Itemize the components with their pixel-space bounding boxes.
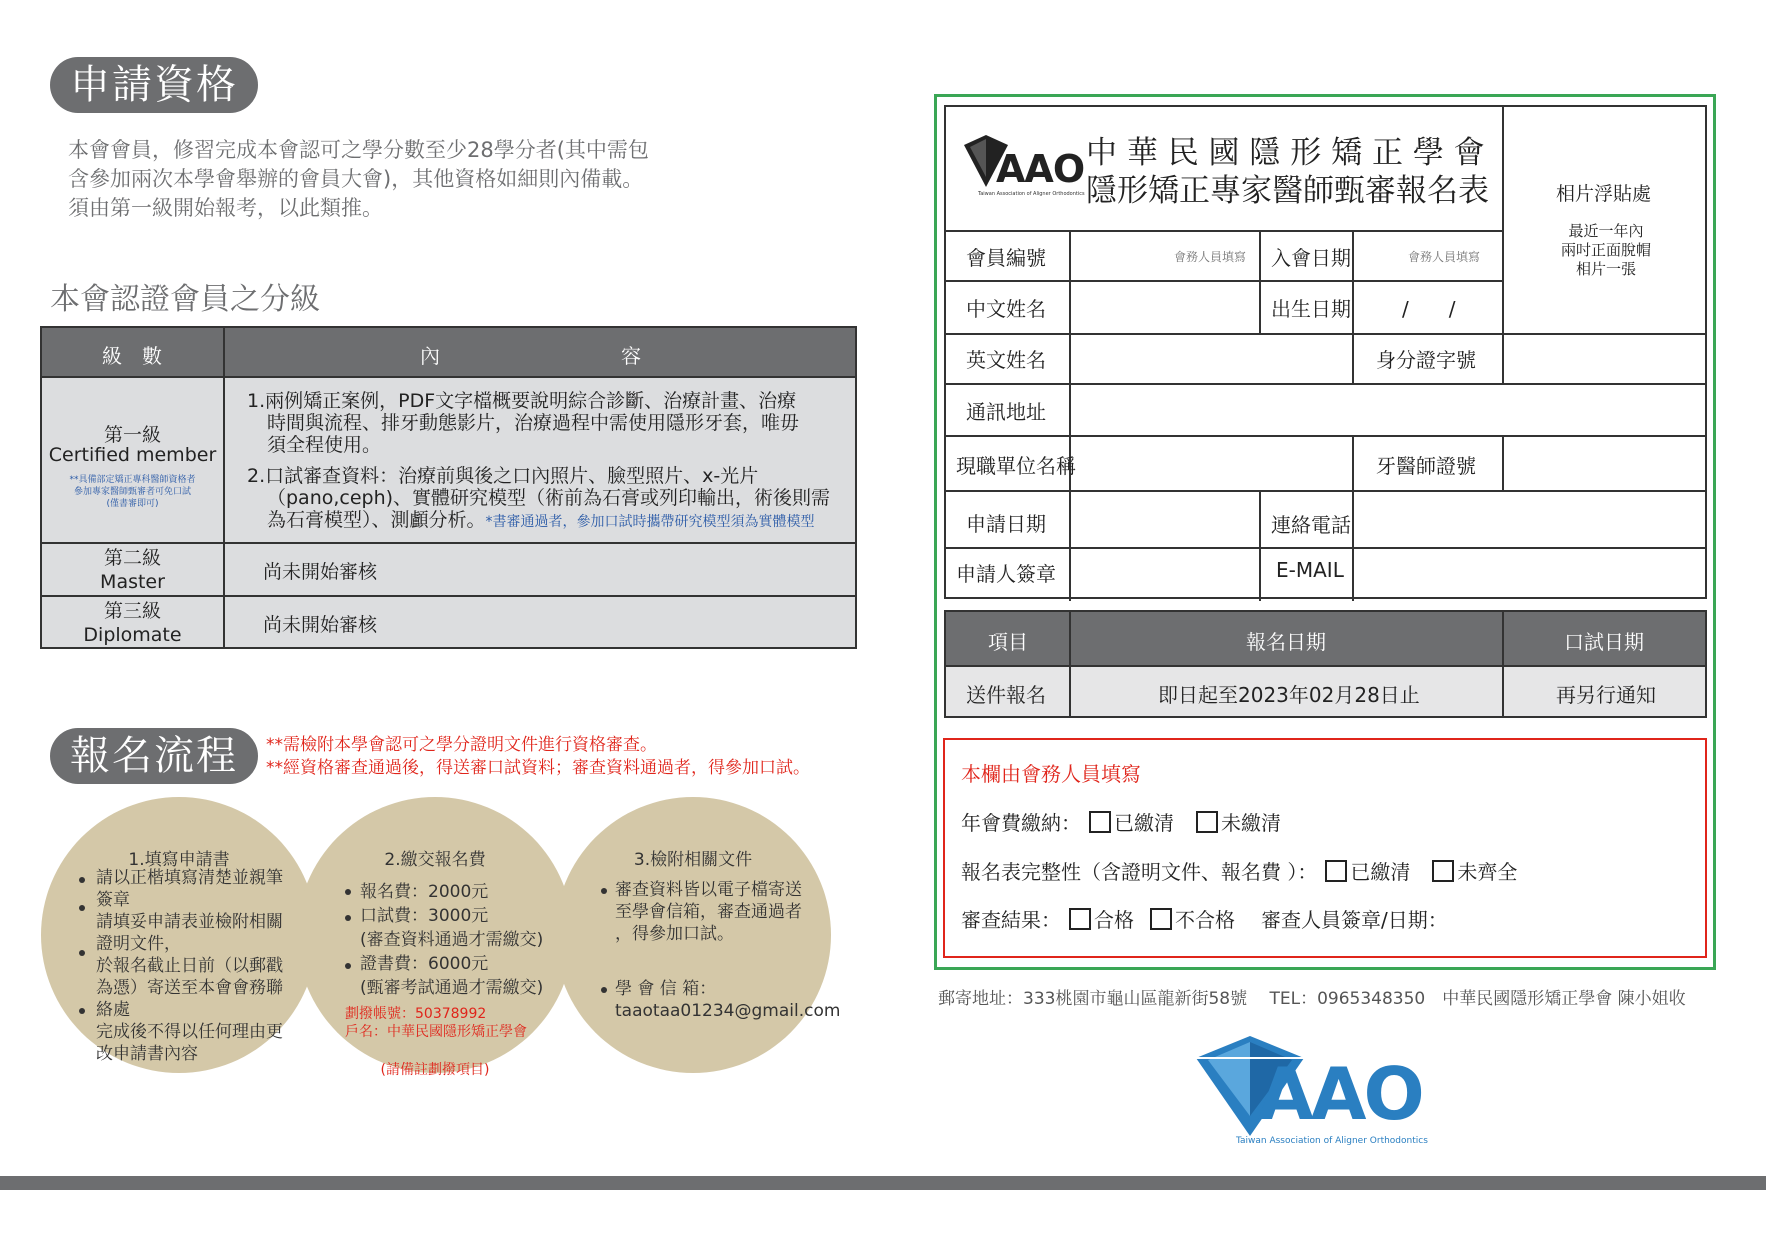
label-english-name: 英文姓名 [966,348,1046,372]
pass-label: 合格 [1094,908,1134,932]
table-divider [223,328,225,647]
content-line: 須全程使用。 [267,434,382,456]
account-number: 劃撥帳號：50378992 [345,1006,487,1022]
result-label: 審查結果： [961,908,1061,932]
content-line: 為石膏模型）、測顱分析。 [267,509,486,531]
levels-table [40,326,857,649]
bullet-icon [601,987,607,993]
unpaid-label: 未繳清 [1221,811,1281,835]
process-notes [266,734,810,780]
step-text: 改申請書內容 [96,1044,198,1064]
col-level: 級 數 [102,344,162,368]
checkbox-incomplete[interactable] [1432,860,1454,882]
step-title: 2.繳交報名費 [384,850,486,870]
schedule-header-reg: 報名日期 [1246,630,1326,654]
bullet-icon [601,888,607,894]
large-logo-text: AAO [1258,1052,1422,1136]
incomplete-label: 未齊全 [1457,860,1518,884]
label-signature: 申請人簽章 [956,562,1056,586]
step-2-circle [297,797,573,1078]
col-content-a: 內 [420,344,440,368]
table-row [42,376,855,542]
step-text: 證書費：6000元 [360,954,489,974]
content-line: 2.口試審查資料：治療前與後之口內照片、臉型照片、x-光片 [247,465,759,487]
bullet-icon [79,1008,85,1014]
bullet-icon [345,963,351,969]
english-name-field[interactable] [1071,335,1351,383]
schedule-header-oral: 口試日期 [1564,630,1644,654]
member-no-field[interactable]: 會務人員填寫 [1174,250,1247,264]
email-field[interactable] [1354,549,1707,599]
level-content [225,597,855,647]
form-title-org: 中 華 民 國 隱 形 矯 正 學 會 [1086,135,1485,171]
step-3-circle [555,797,841,1073]
photo-line: 相片一張 [1575,260,1636,278]
step-text: 請填妥申請表並檢附相關 [96,912,283,932]
license-no-field[interactable] [1504,437,1707,490]
account-remark: (請備註劃撥項目) [380,1062,490,1078]
paid-label: 已繳清 [1114,811,1174,835]
fee-row [961,807,1281,836]
registration-form [944,105,1707,599]
grid-line [1502,612,1504,716]
form-title: 隱形矯正專家醫師甄審報名表 [1086,173,1489,209]
step-text: 學 會 信 箱： [615,979,717,999]
step-text: 於報名截止日前（以郵戳 [96,956,283,976]
step-text: 證明文件， [96,934,181,954]
level-content [225,378,855,542]
phone-field[interactable] [1354,492,1707,547]
completeness-label: 報名表完整性（含證明文件、報名費 ）： [961,860,1318,884]
grid-line [1352,230,1354,333]
step-text: (審查資料通過才需繳交) [360,930,544,950]
step-text: ，得參加口試。 [615,924,734,944]
email-address[interactable]: taaotaa01234@gmail.com [615,1001,841,1021]
photo-title: 相片浮貼處 [1556,183,1652,205]
checkbox-unpaid[interactable] [1196,811,1218,833]
process-title: 報名流程 [50,728,258,784]
level-content [225,544,855,595]
content-line: 1.兩例矯正案例，PDF文字檔概要說明綜合診斷、治療計畫、治療 [247,390,797,412]
grid-line [1259,490,1261,601]
label-chinese-name: 中文姓名 [966,297,1046,321]
grid-line [1352,333,1354,383]
step-text: (甄審考試通過才需繳交) [360,978,544,998]
bullet-icon [79,905,85,911]
logo-text: AAO [996,147,1085,191]
step-1-circle [41,797,317,1073]
table-row [42,542,855,595]
grid-line [946,230,1502,232]
level-en: Master [100,571,165,593]
content-line: 尚未開始審核 [263,561,378,583]
schedule-oral-date: 再另行通知 [1556,683,1656,707]
label-member-no: 會員編號 [966,246,1046,270]
label-phone: 連絡電話 [1271,513,1351,537]
photo-line: 最近一年內 [1568,222,1644,240]
label-join-date: 入會日期 [1271,246,1351,270]
level-en: Diplomate [83,624,182,646]
schedule-header-item: 項目 [988,630,1028,654]
schedule-header [946,612,1705,665]
eligibility-title: 申請資格 [50,57,258,113]
fee-label: 年會費繳納： [961,811,1081,835]
office-title: 本欄由會務人員填寫 [961,762,1141,786]
grid-line [1259,230,1261,333]
photo-line: 兩吋正面脫帽 [1560,241,1651,259]
eligibility-line: 本會會員，修習完成本會認可之學分數至少28學分者(其中需包 [68,138,649,162]
checkbox-complete-paid[interactable] [1325,860,1347,882]
level-cell [42,378,223,542]
fail-label: 不合格 [1175,908,1235,932]
level-note: (僅書審即可) [106,499,159,509]
step-text: 請以正楷填寫清楚並親筆 [96,868,283,888]
schedule-table [944,610,1707,718]
step-text: 審查資料皆以電子檔寄送 [615,880,802,900]
label-email: E-MAIL [1276,558,1344,582]
bullet-icon [79,877,85,883]
step-text: 至學會信箱，審查通過者 [615,902,802,922]
completeness-row [961,856,1517,885]
content-line: 尚未開始審核 [263,614,378,636]
label-license-no: 牙醫師證號 [1376,454,1476,478]
label-id-no: 身分證字號 [1376,348,1476,372]
step-text: 口試費：3000元 [360,906,489,926]
level-cell [42,544,223,595]
content-line: 時間與流程、排牙動態影片，治療過程中需使用隱形牙套，唯毋 [267,412,800,434]
reviewer-label: 審查人員簽章/日期： [1261,908,1448,932]
level-note: 參加專家醫師甄審者可免口試 [73,487,191,497]
level-note: **具備部定矯正專科醫師資格者 [69,475,196,485]
bullet-icon [79,950,85,956]
levels-heading: 本會認證會員之分級 [50,282,320,317]
process-note: **需檢附本學會認可之學分證明文件進行資格審查。 [266,735,657,755]
grid-line [1069,612,1071,716]
logo-subtitle: Taiwan Association of Aligner Orthodontics [978,191,1085,197]
account-payee: 戶名：中華民國隱形矯正學會 [345,1024,527,1040]
schedule-reg-date: 即日起至2023年02月28日止 [1158,683,1420,707]
photo-instructions [1506,222,1706,279]
address-field[interactable] [1071,385,1707,435]
apply-date-field[interactable] [1071,492,1258,547]
complete-paid-label: 已繳清 [1350,860,1411,884]
label-employer: 現職單位名稱 [956,454,1076,478]
checkbox-pass[interactable] [1069,908,1091,930]
levels-table-header [42,328,855,376]
eligibility-line: 含參加兩次本學會舉辦的會員大會)，其他資格如細則內備載。 [68,167,644,191]
level-name: 第一級 [103,424,161,446]
id-no-field[interactable] [1504,335,1707,383]
bullet-icon [345,889,351,895]
join-date-field[interactable]: 會務人員填寫 [1408,250,1481,264]
large-logo-subtitle: Taiwan Association of Aligner Orthodontics [1236,1136,1428,1146]
table-row [42,595,855,647]
schedule-item: 送件報名 [966,683,1046,707]
process-note: **經資格審查通過後，得送審口試資料；審查資料通過者，得參加口試。 [266,758,810,778]
step-text: 完成後不得以任何理由更 [96,1022,283,1042]
step-text: 為憑）寄送至本會會務聯 [96,978,283,998]
label-apply-date: 申請日期 [966,512,1046,536]
level-cell [42,597,223,647]
bottom-bar [0,1176,1766,1190]
office-use-section [943,738,1707,958]
step-text: 絡處 [96,1000,130,1020]
birth-date-field[interactable]: / / [1402,297,1456,321]
label-birth-date: 出生日期 [1271,297,1351,321]
signature-field[interactable] [1071,549,1258,599]
level-name: 第三級 [103,600,161,622]
chinese-name-field[interactable] [1071,282,1258,332]
step-text: 報名費：2000元 [360,882,489,902]
grid-line [1502,107,1504,333]
content-note: *書審通過者，參加口試時攜帶研究模型須為實體模型 [485,514,815,530]
bullet-icon [345,915,351,921]
col-content-b: 容 [621,344,641,368]
eligibility-line: 須由第一級開始報考，以此類推。 [68,196,383,220]
grid-line [1352,435,1354,490]
mailing-address: 郵寄地址：333桃園市龜山區龍新街58號 TEL：0965348350 中華民國隱形矯正學會 陳小姐收 [938,989,1686,1009]
eligibility-text [68,136,768,223]
content-line: （pano,ceph)、實體研究模型（術前為石膏或列印輸出，術後則需 [267,487,831,509]
step-title: 1.填寫申請書 [128,850,230,870]
level-name: 第二級 [103,547,161,569]
checkbox-fail[interactable] [1150,908,1172,930]
level-en: Certified member [48,444,217,466]
step-text: 簽章 [96,890,130,910]
label-address: 通訊地址 [966,400,1046,424]
result-row [961,904,1448,933]
employer-field[interactable] [1071,437,1351,490]
schedule-row [946,665,1705,716]
checkbox-paid[interactable] [1089,811,1111,833]
step-title: 3.檢附相關文件 [633,850,753,870]
